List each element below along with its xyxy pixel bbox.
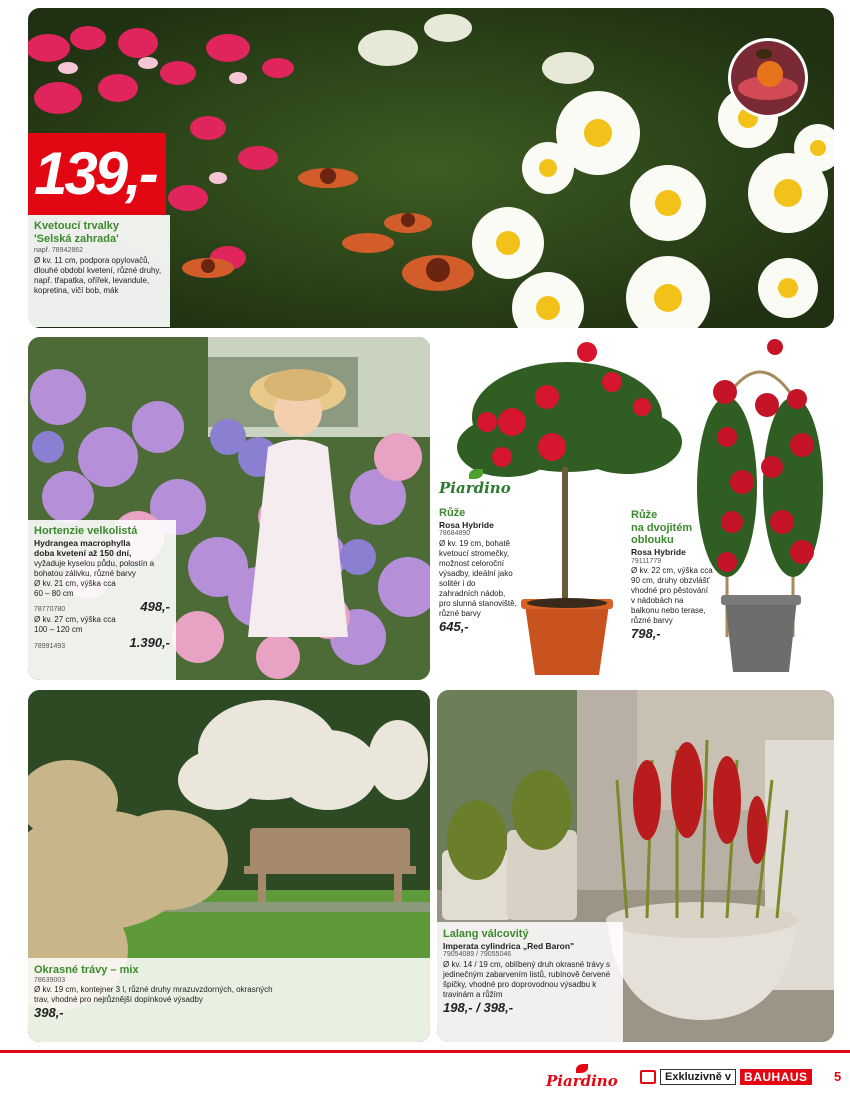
exclusive-badge — [640, 1068, 812, 1086]
hydrangea-size2: Ø kv. 27 cm, výška cca 100 – 120 cm — [34, 615, 116, 635]
rose2-title-line3: oblouku — [631, 534, 674, 547]
house-icon — [640, 1070, 656, 1084]
footer-divider — [0, 1050, 850, 1053]
piardino-logo — [439, 469, 517, 499]
grasses-panel — [28, 690, 430, 1042]
rose1-latin: Rosa Hybride — [439, 519, 494, 530]
piardino-brand-text: Piardino — [439, 479, 511, 497]
rose1-desc: Ø kv. 19 cm, bohatě kvetoucí stromečky, možnost celoroční výsadby, ideální jako solitér i do zahradních nádob, pro slunná stanoviště, různé barvy — [439, 539, 517, 619]
hero-text-box — [28, 215, 170, 327]
page-number: 5 — [834, 1069, 842, 1084]
hydrangea-code1: 78770780 — [34, 606, 66, 614]
rose2-title-line1: Růže — [631, 509, 658, 521]
footer-piardino-logo — [546, 1064, 626, 1092]
hydrangea-latin: Hydrangea macrophylla — [34, 537, 131, 548]
hydrangea-price-row1 — [34, 599, 170, 615]
hydrangea-price1: 498,- — [140, 598, 170, 614]
lalang-panel — [437, 690, 834, 1042]
grasses-text-box — [28, 958, 430, 1042]
grasses-code: 78639003 — [34, 976, 66, 984]
hero-code: např. 78942862 — [34, 247, 84, 255]
hero-title-line1: Kvetoucí trvalky — [34, 220, 119, 232]
rose2-latin: Rosa Hybride — [631, 546, 686, 557]
roses-panel — [437, 337, 834, 680]
rose2-text — [631, 509, 731, 643]
hydrangea-text-box — [28, 520, 176, 680]
lalang-latin: Imperata cylindrica „Red Baron" — [443, 940, 575, 951]
lalang-text-box — [437, 922, 623, 1042]
rose1-text — [439, 507, 529, 635]
grasses-price: 398,- — [34, 1005, 64, 1021]
hydrangea-price2: 1.390,- — [129, 635, 170, 651]
rose2-desc: Ø kv. 22 cm, výška cca 90 cm, druhy obzvlášť vhodné pro pěstování v nádobách na balkonu nebo terase, různé barvy — [631, 566, 713, 626]
hydrangea-bloom: doba kvetení až 150 dní, — [34, 548, 132, 559]
rose1-price: 645,- — [439, 619, 469, 635]
leaf-icon — [469, 469, 483, 479]
hero-price: 139,- — [28, 133, 166, 215]
rose2-code: 79111779 — [631, 557, 662, 565]
grasses-desc: Ø kv. 19 cm, kontejner 3 l, různé druhy mrazuvzdorných, okrasných trav, vhodné pro nejrůznější dopínkové výsadby — [34, 985, 273, 1005]
lalang-price: 198,- / 398,- — [443, 1000, 514, 1016]
lalang-desc: Ø kv. 14 / 19 cm, oblíbený druh okrasné trávy s jedinečným zabarvením listů, rubínově červené špičky, vhodné pro doprovodnou výsadbu k travinám a růžím — [443, 960, 611, 1000]
lalang-code: 79054089 / 79055046 — [443, 951, 512, 959]
lalang-title: Lalang válcovitý — [443, 928, 529, 940]
rose1-code: 78684890 — [439, 530, 471, 538]
exclusive-text: Exkluzivně v — [660, 1069, 736, 1085]
hydrangea-size1: Ø kv. 21 cm, výška cca 60 – 80 cm — [34, 578, 116, 598]
hydrangea-panel — [28, 337, 430, 680]
hydrangea-price-row2 — [34, 635, 170, 651]
bauhaus-logo: BAUHAUS — [740, 1069, 812, 1085]
hydrangea-desc: vyžaduje kyselou půdu, polostín a bohatou zálivku, různé barvy — [34, 558, 155, 578]
hero-title-line2: 'Selská zahrada' — [34, 232, 119, 245]
rose2-title-line2: na dvojitém — [631, 521, 693, 534]
hero-desc: Ø kv. 11 cm, podpora opylovačů, dlouhé období kvetení, různé druhy, např. třapatka, ořířek, levandule, kopretina, vičí bob, mák — [34, 256, 162, 296]
hydrangea-title: Hortenzie velkolistá — [34, 525, 138, 537]
grasses-title: Okrasné trávy – mix — [34, 964, 139, 976]
rose1-title: Růže — [439, 507, 466, 519]
hydrangea-code2: 78991493 — [34, 642, 66, 650]
rose2-price: 798,- — [631, 626, 661, 642]
footer-brand-text: Piardino — [546, 1072, 618, 1090]
